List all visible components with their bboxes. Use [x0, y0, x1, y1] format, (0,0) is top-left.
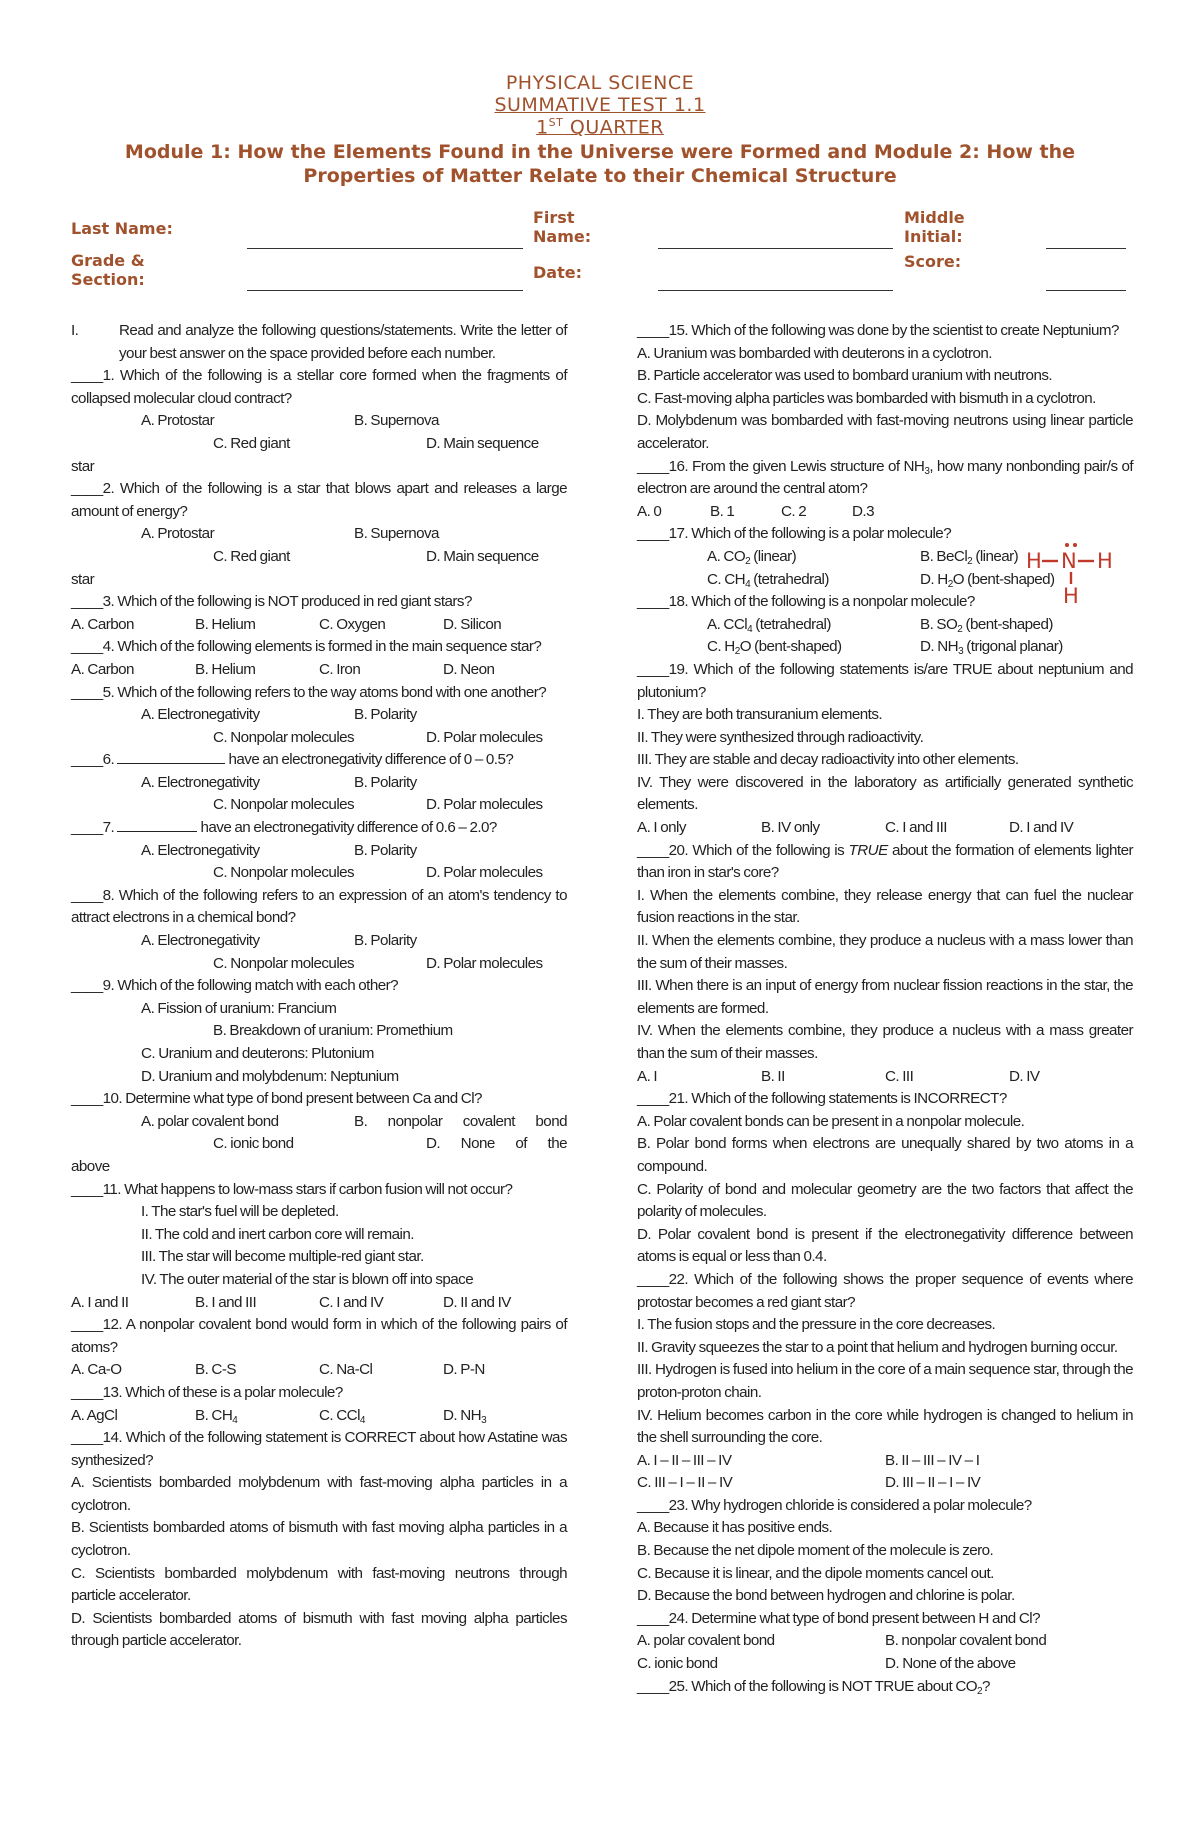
question-5-choices-row2: C. Nonpolar molecules D. Polar molecules	[213, 728, 543, 746]
question-14: ____14. Which of the following statement is CORRECT about how Astatine was synthesized?	[71, 1429, 567, 1469]
answer-blank	[117, 750, 225, 764]
question-19-statement-1: I. They are both transuranium elements.	[637, 706, 883, 724]
question-20: ____20. Which of the following is TRUE about the formation of elements lighter than iron in star's core?	[637, 841, 1133, 882]
question-10: ____10. Determine what type of bond present between Ca and Cl?	[71, 1090, 482, 1108]
question-9-choice-a: A. Fission of uranium: Francium	[141, 999, 337, 1017]
lewis-structure-nh3	[1018, 536, 1128, 606]
question-12: ____12. A nonpolar covalent bond would form in which of the following pairs of atoms?	[71, 1316, 567, 1356]
question-4: ____4. Which of the following elements is formed in the main sequence star?	[71, 638, 542, 656]
lewis-lone-pair-dot	[1065, 543, 1069, 547]
answer-blank	[117, 818, 197, 832]
middle-initial-label: Middle Initial:	[904, 208, 965, 246]
question-17-choices-row2: C. $CH_4$ (tetrahedral) D. $H_2O$ (bent-shaped)	[707, 570, 1055, 590]
question-14-choice-b: B. Scientists bombarded atoms of bismuth with fast moving alpha particles in a cyclotron.	[71, 1519, 567, 1560]
question-19-statement-2: II. They were synthesized through radioactivity.	[637, 728, 924, 746]
question-11-statement-3: III. The star will become multiple-red giant star.	[141, 1248, 424, 1266]
question-13-choices: A. AgCl B. $CH_4$ C. CCl$_4$ D. $NH_3$	[71, 1406, 487, 1426]
question-20-statement-3: III. When there is an input of energy from nuclear fission reactions in the star, the elements are formed.	[637, 977, 1133, 1017]
quarter-title: 1ST QUARTER	[536, 116, 664, 139]
question-16-choices: A. 0 B. 1 C. 2 D.3	[637, 502, 874, 520]
question-23: ____23. Why hydrogen chloride is considered a polar molecule?	[637, 1496, 1032, 1514]
question-15: ____15. Which of the following was done by the scientist to create Neptunium?	[637, 322, 1119, 339]
question-1-choices-row1: A. Protostar B. Supernova	[141, 412, 439, 430]
question-22-choices-row1: A. I – II – III – IV B. II – III – IV – I	[637, 1451, 980, 1469]
lewis-nitrogen: N	[1061, 549, 1077, 573]
date-label: Date:	[533, 263, 582, 282]
question-20-statement-4: IV. When the elements combine, they produce a nucleus with a mass greater than the sum of their masses.	[637, 1022, 1133, 1062]
middle-initial-field[interactable]	[1046, 248, 1126, 249]
question-21-choice-b: B. Polar bond forms when electrons are unequally shared by two atoms in a compound.	[637, 1135, 1133, 1175]
question-5-choices-row1: A. Electronegativity B. Polarity	[141, 706, 417, 724]
question-15-choice-b: B. Particle accelerator was used to bombard uranium with neutrons.	[637, 367, 1053, 385]
question-1: ____1. Which of the following is a stellar core formed when the fragments of collapsed molecular cloud contract?	[71, 367, 567, 407]
question-23-choice-b: B. Because the net dipole moment of the molecule is zero.	[637, 1542, 994, 1560]
question-2: ____2. Which of the following is a star that blows apart and releases a large amount of energy?	[71, 480, 567, 520]
question-20-statement-2: II. When the elements combine, they produce a nucleus with a mass lower than the sum of their masses.	[637, 932, 1133, 972]
last-name-label: Last Name:	[71, 219, 173, 238]
lewis-hydrogen-right: H	[1097, 549, 1113, 573]
score-field[interactable]	[1046, 290, 1126, 291]
question-18-choices-row2: C. $H_2O$ (bent-shaped) D. $NH_3$ (trigonal planar)	[707, 638, 1063, 658]
question-23-choice-c: C. Because it is linear, and the dipole moments cancel out.	[637, 1564, 994, 1582]
question-18: ____18. Which of the following is a nonpolar molecule?	[637, 593, 975, 611]
question-17: ____17. Which of the following is a polar molecule?	[637, 525, 952, 543]
question-21-choice-a: A. Polar covalent bonds can be present in a nonpolar molecule.	[637, 1112, 1025, 1130]
question-10-continued: above	[71, 1157, 110, 1175]
question-11: ____11. What happens to low-mass stars if carbon fusion will not occur?	[71, 1180, 513, 1198]
question-23-choice-d: D. Because the bond between hydrogen and chlorine is polar.	[637, 1587, 1015, 1605]
question-8-choices-row1: A. Electronegativity B. Polarity	[141, 932, 417, 950]
question-25: ____25. Which of the following is NOT TRUE about $CO_2$?	[637, 1677, 990, 1697]
question-22-statement-4: IV. Helium becomes carbon in the core while hydrogen is changed to helium in the shell surrounding the core.	[637, 1406, 1133, 1447]
first-name-field[interactable]	[658, 248, 893, 249]
question-22: ____22. Which of the following shows the proper sequence of events where protostar becomes a red giant star?	[637, 1270, 1133, 1311]
question-9-choice-c: C. Uranium and deuterons: Plutonium	[141, 1045, 374, 1062]
question-19-statement-4: IV. They were discovered in the laboratory as artificially generated synthetic elements.	[637, 773, 1133, 814]
right-column	[637, 320, 1133, 1698]
lewis-lone-pair-dot	[1073, 543, 1077, 547]
question-7: ____7. have an electronegativity difference of 0.6 – 2.0?	[71, 819, 497, 837]
lewis-hydrogen-bottom: H	[1063, 584, 1079, 606]
lewis-hydrogen-left: H	[1026, 549, 1042, 573]
question-1-choices-row2: C. Red giant D. Main sequence	[213, 434, 539, 452]
question-9-choice-d: D. Uranium and molybdenum: Neptunium	[141, 1067, 399, 1085]
question-7-choices-row1: A. Electronegativity B. Polarity	[141, 841, 417, 859]
question-8: ____8. Which of the following refers to an expression of an atom's tendency to attract electrons in a chemical bond?	[71, 886, 567, 927]
subject-title: PHYSICAL SCIENCE	[505, 72, 695, 94]
question-16: ____16. From the given Lewis structure of $NH_3$, how many nonbonding pair/s of electron are around the central atom?	[637, 457, 1134, 498]
question-20-choices: A. I B. II C. III D. IV	[637, 1067, 1040, 1085]
question-6-choices-row1: A. Electronegativity B. Polarity	[141, 773, 417, 791]
question-3-choices: A. Carbon B. Helium C. Oxygen D. Silicon	[71, 615, 502, 633]
question-15-choice-d: D. Molybdenum was bombarded with fast-moving neutrons using linear particle accelerator.	[637, 412, 1133, 452]
question-19-choices: A. I only B. IV only C. I and III D. I and IV	[637, 819, 1074, 837]
first-name-label: First Name:	[533, 208, 592, 246]
question-1-continued: star	[71, 457, 95, 475]
date-field[interactable]	[658, 290, 893, 291]
question-2-continued: star	[71, 570, 95, 588]
grade-section-field[interactable]	[247, 290, 523, 291]
question-11-choices: A. I and II B. I and III C. I and IV D. II and IV	[71, 1293, 511, 1311]
question-23-choice-a: A. Because it has positive ends.	[637, 1519, 833, 1537]
grade-section-label: Grade & Section:	[71, 251, 145, 289]
score-label: Score:	[904, 252, 962, 271]
question-11-statement-1: I. The star's fuel will be depleted.	[141, 1203, 339, 1221]
question-11-statement-4: IV. The outer material of the star is blown off into space	[141, 1270, 474, 1288]
question-22-choices-row2: C. III – I – II – IV D. III – II – I – IV	[637, 1474, 981, 1492]
question-3: ____3. Which of the following is NOT produced in red giant stars?	[71, 593, 472, 611]
left-column	[71, 320, 567, 1653]
question-4-choices: A. Carbon B. Helium C. Iron D. Neon	[71, 660, 495, 678]
question-12-choices: A. Ca-O B. C-S C. Na-Cl D. P-N	[71, 1361, 485, 1379]
question-19-statement-3: III. They are stable and decay radioactivity into other elements.	[637, 751, 1019, 769]
question-20-statement-1: I. When the elements combine, they release energy that can fuel the nuclear fusion reactions in the star.	[637, 886, 1133, 927]
last-name-field[interactable]	[247, 248, 523, 249]
question-6: ____6. have an electronegativity difference of 0 – 0.5?	[71, 751, 514, 769]
question-19: ____19. Which of the following statements is/are TRUE about neptunium and plutonium?	[637, 660, 1133, 701]
question-13: ____13. Which of these is a polar molecule?	[71, 1383, 343, 1401]
question-2-choices-row2: C. Red giant D. Main sequence	[213, 547, 539, 565]
question-22-statement-2: II. Gravity squeezes the star to a point that helium and hydrogen burning occur.	[637, 1338, 1118, 1356]
question-10-choices-row2: C. ionic bond D. None of the	[213, 1135, 567, 1153]
question-21-choice-d: D. Polar covalent bond is present if the electronegativity difference between atoms is equal or less than 0.4.	[637, 1225, 1133, 1266]
question-14-choice-c: C. Scientists bombarded molybdenum with fast-moving neutrons through particle accelerator.	[71, 1564, 567, 1605]
question-15-choice-a: A. Uranium was bombarded with deuterons in a cyclotron.	[637, 344, 992, 362]
instruction: I. Read and analyze the following questions/statements. Write the letter of your best answer on the space provided before each number.	[71, 322, 567, 362]
question-5: ____5. Which of the following refers to the way atoms bond with one another?	[71, 683, 547, 701]
question-8-choices-row2: C. Nonpolar molecules D. Polar molecules	[213, 954, 543, 972]
question-24: ____24. Determine what type of bond present between H and Cl?	[637, 1609, 1041, 1627]
question-15-choice-c: C. Fast-moving alpha particles was bombarded with bismuth in a cyclotron.	[637, 389, 1096, 407]
question-14-choice-d: D. Scientists bombarded atoms of bismuth with fast moving alpha particles through particle accelerator.	[71, 1609, 567, 1650]
question-18-choices-row1: A. CCl$_4$ (tetrahedral) B. $SO_2$ (bent-shaped)	[707, 615, 1053, 635]
question-21: ____21. Which of the following statements is INCORRECT?	[637, 1090, 1007, 1108]
question-22-statement-3: III. Hydrogen is fused into helium in the core of a main sequence star, through the proton-proton chain.	[637, 1361, 1133, 1401]
question-6-choices-row2: C. Nonpolar molecules D. Polar molecules	[213, 796, 543, 814]
question-24-choices-row2: C. ionic bond D. None of the above	[637, 1655, 1016, 1673]
question-11-statement-2: II. The cold and inert carbon core will remain.	[141, 1225, 414, 1243]
question-22-statement-1: I. The fusion stops and the pressure in the core decreases.	[637, 1316, 996, 1334]
question-14-choice-a: A. Scientists bombarded molybdenum with fast-moving alpha particles in a cyclotron.	[71, 1474, 567, 1514]
module-title: Module 1: How the Elements Found in the Universe were Formed and Module 2: How the Properties of Matter Relate to their Chemical Structure	[124, 141, 1076, 187]
question-7-choices-row2: C. Nonpolar molecules D. Polar molecules	[213, 864, 543, 882]
question-2-choices-row1: A. Protostar B. Supernova	[141, 525, 439, 543]
question-9: ____9. Which of the following match with each other?	[71, 977, 399, 995]
question-24-choices-row1: A. polar covalent bond B. nonpolar covalent bond	[637, 1632, 1047, 1650]
question-9-choice-b: B. Breakdown of uranium: Promethium	[213, 1022, 453, 1040]
question-10-choices-row1: A. polar covalent bond B. nonpolar covalent bond	[141, 1112, 567, 1130]
test-title: SUMMATIVE TEST 1.1	[494, 94, 706, 116]
question-17-choices-row1: A. $CO_2$ (linear) B. BeCl$_2$ (linear)	[707, 547, 1019, 567]
question-21-choice-c: C. Polarity of bond and molecular geometry are the two factors that affect the polarity of molecules.	[637, 1180, 1133, 1221]
